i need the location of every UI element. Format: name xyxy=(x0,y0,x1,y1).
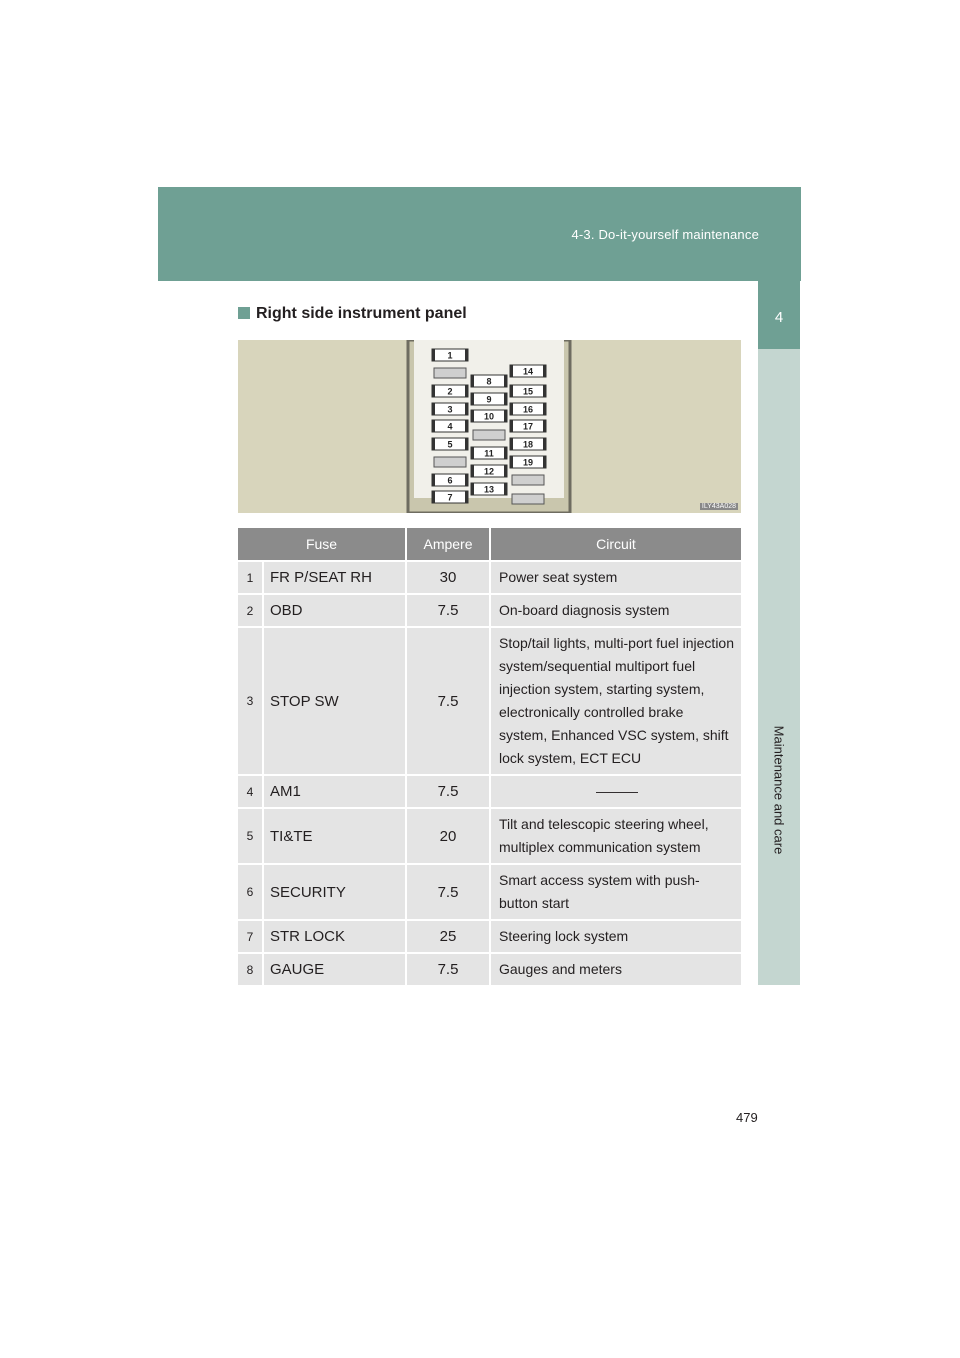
fuse-slot-5 xyxy=(432,438,468,450)
fuse-slot-label: 14 xyxy=(522,366,534,377)
fuse-slot-2 xyxy=(432,385,468,397)
table-row xyxy=(238,808,741,864)
chapter-number: 4 xyxy=(774,309,784,326)
fuse-slot-17 xyxy=(510,420,546,432)
page-number: 479 xyxy=(736,1110,758,1125)
fuse-slot-9 xyxy=(471,393,507,405)
fuse-box-diagram xyxy=(238,340,741,513)
fuse-slot-label: 9 xyxy=(486,394,492,405)
fuse-slot-19 xyxy=(510,456,546,468)
fuse-slot-label: 12 xyxy=(483,466,495,477)
fuse-slot-4 xyxy=(432,420,468,432)
fuse-number: 8 xyxy=(238,953,263,985)
section-title xyxy=(238,305,467,323)
fuse-slot-label: 11 xyxy=(484,448,494,459)
fuse-slot-18 xyxy=(510,438,546,450)
fuse-table xyxy=(238,528,741,985)
fuse-name: TI&TE xyxy=(263,808,406,864)
fuse-slot-13 xyxy=(471,483,507,495)
spare-fuse-slot xyxy=(512,494,544,504)
table-row xyxy=(238,920,741,953)
fuse-slot-14 xyxy=(510,365,546,377)
fuse-name: SECURITY xyxy=(263,864,406,920)
spare-fuse-slot xyxy=(473,430,505,440)
section-heading: 4-3. Do-it-yourself maintenance xyxy=(571,227,759,242)
spare-fuse-slot xyxy=(434,368,466,378)
fuse-slot-11 xyxy=(471,447,507,459)
fuse-slot-label: 13 xyxy=(483,484,495,495)
fuse-circuit: Smart access system with push-button start xyxy=(490,864,741,920)
fuse-slot-label: 5 xyxy=(447,439,453,450)
fuse-slot-6 xyxy=(432,474,468,486)
fuse-slot-label: 19 xyxy=(522,457,534,468)
chapter-tab xyxy=(758,281,800,349)
header-circuit: Circuit xyxy=(490,528,741,561)
fuse-slot-label: 7 xyxy=(447,492,453,503)
fuse-slot-10 xyxy=(471,410,507,422)
fuse-slot-label: 1 xyxy=(447,350,453,361)
fuse-slot-16 xyxy=(510,403,546,415)
fuse-ampere: 25 xyxy=(406,920,490,953)
table-row xyxy=(238,561,741,594)
fuse-slot-label: 2 xyxy=(447,386,453,397)
fuse-name: STR LOCK xyxy=(263,920,406,953)
fuse-ampere: 7.5 xyxy=(406,594,490,627)
fuse-name: GAUGE xyxy=(263,953,406,985)
fuse-slot-7 xyxy=(432,491,468,503)
fuse-slot-label: 18 xyxy=(522,439,534,450)
image-id: ILY43A028 xyxy=(701,503,736,510)
fuse-number: 3 xyxy=(238,627,263,775)
table-row xyxy=(238,594,741,627)
table-row xyxy=(238,953,741,985)
fuse-ampere: 7.5 xyxy=(406,627,490,775)
fuse-slot-label: 6 xyxy=(447,475,453,486)
fuse-slot-label: 17 xyxy=(522,421,534,432)
table-row xyxy=(238,864,741,920)
fuse-slot-label: 8 xyxy=(486,376,492,387)
fuse-circuit: Tilt and telescopic steering wheel, multiplex communication system xyxy=(490,808,741,864)
fuse-ampere: 7.5 xyxy=(406,775,490,808)
chapter-header xyxy=(158,187,801,281)
fuse-circuit: Steering lock system xyxy=(490,920,741,953)
fuse-slot-label: 4 xyxy=(447,421,453,432)
header-ampere: Ampere xyxy=(406,528,490,561)
fuse-slot-label: 3 xyxy=(447,404,453,415)
fuse-ampere: 20 xyxy=(406,808,490,864)
section-title-text: Right side instrument panel xyxy=(256,305,467,322)
fuse-slot-label: 16 xyxy=(522,404,534,415)
fuse-slot-label: 10 xyxy=(483,411,495,422)
fuse-number: 2 xyxy=(238,594,263,627)
table-header-row xyxy=(238,528,741,561)
fuse-ampere: 7.5 xyxy=(406,864,490,920)
table-row xyxy=(238,775,741,808)
fuse-box-illustration xyxy=(238,340,741,513)
chapter-strip xyxy=(758,349,800,985)
fuse-number: 6 xyxy=(238,864,263,920)
spare-fuse-slot xyxy=(434,457,466,467)
fuse-slot-3 xyxy=(432,403,468,415)
fuse-slot-12 xyxy=(471,465,507,477)
fuse-number: 5 xyxy=(238,808,263,864)
fuse-circuit: Gauges and meters xyxy=(490,953,741,985)
fuse-number: 7 xyxy=(238,920,263,953)
fuse-name: FR P/SEAT RH xyxy=(263,561,406,594)
header-fuse: Fuse xyxy=(238,528,406,561)
fuse-number: 1 xyxy=(238,561,263,594)
fuse-number: 4 xyxy=(238,775,263,808)
fuse-circuit: ——— xyxy=(490,775,741,808)
fuse-slot-8 xyxy=(471,375,507,387)
fuse-circuit: Power seat system xyxy=(490,561,741,594)
table-row xyxy=(238,627,741,775)
fuse-name: STOP SW xyxy=(263,627,406,775)
fuse-slot-label: 15 xyxy=(522,386,534,397)
fuse-slot-15 xyxy=(510,385,546,397)
bullet-square-icon xyxy=(238,307,250,319)
spare-fuse-slot xyxy=(512,475,544,485)
fuse-name: OBD xyxy=(263,594,406,627)
chapter-title: Maintenance and care xyxy=(771,725,787,855)
fuse-name: AM1 xyxy=(263,775,406,808)
fuse-ampere: 30 xyxy=(406,561,490,594)
fuse-ampere: 7.5 xyxy=(406,953,490,985)
fuse-circuit: On-board diagnosis system xyxy=(490,594,741,627)
fuse-circuit: Stop/tail lights, multi-port fuel injection system/sequential multiport fuel injection system, starting system, electronically controlled brake system, Enhanced VSC system, shift lock system, ECT ECU xyxy=(490,627,741,775)
fuse-slot-1 xyxy=(432,349,468,361)
